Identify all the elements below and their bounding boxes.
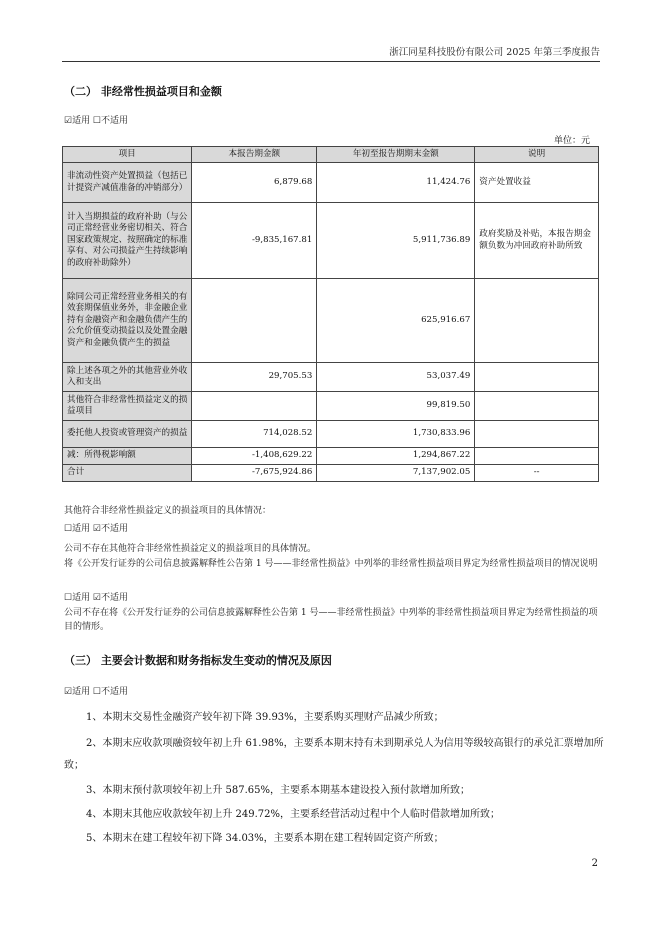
page-number: 2 [591, 858, 598, 869]
col-header-current: 本报告期金额 [192, 147, 317, 163]
row-ytd: 7,137,902.05 [317, 465, 475, 482]
row-current [192, 279, 317, 363]
row-ytd: 625,916.67 [317, 279, 475, 363]
row-item: 计入当期损益的政府补助（与公司正常经营业务密切相关、符合国家政策规定、按照确定的标准享有、对公司损益产生持续影响的政府补助除外） [63, 203, 192, 279]
header-divider [62, 61, 600, 62]
row-ytd: 5,911,736.89 [317, 203, 475, 279]
row-current: -7,675,924.86 [192, 465, 317, 482]
table-row [63, 448, 599, 465]
announcement-text: 公司不存在将《公开发行证券的公司信息披露解释性公告第 1 号——非经常性损益》中列举的非经常性损益项目界定为经常性损益的项目的情形。 [64, 608, 598, 632]
announcement-applicable: ☐适用 ☑不适用 [64, 593, 128, 603]
table-total-row [63, 465, 599, 482]
col-header-note: 说明 [475, 147, 599, 163]
change-item-3: 3、本期末预付款项较年初上升 587.65%，主要系本期基本建设投入预付款增加所致； [86, 785, 471, 796]
row-item: 非流动性资产处置损益（包括已计提资产减值准备的冲销部分） [63, 163, 192, 203]
row-item: 除上述各项之外的其他营业外收入和支出 [63, 363, 192, 392]
announcement-label: 将《公开发行证券的公司信息披露解释性公告第 1 号——非经常性损益》中列举的非经常性损益项目界定为经常性损益项目的情况说明 [64, 559, 598, 569]
table-header-row [63, 147, 599, 163]
col-header-item: 项目 [63, 147, 192, 163]
row-note [475, 279, 599, 363]
row-ytd: 99,819.50 [317, 392, 475, 421]
row-note [475, 421, 599, 448]
row-note: 政府奖励及补贴，本报告期金额负数为冲回政府补助所致 [475, 203, 599, 279]
other-definition-label: 其他符合非经常性损益定义的损益项目的具体情况： [64, 506, 272, 516]
row-current [192, 392, 317, 421]
row-item: 委托他人投资或管理资产的损益 [63, 421, 192, 448]
table-row [63, 279, 599, 363]
table-row [63, 203, 599, 279]
table-row [63, 392, 599, 421]
other-text: 公司不存在其他符合非经常性损益定义的损益项目的具体情况。 [64, 544, 317, 554]
row-item: 合计 [63, 465, 192, 482]
row-ytd: 1,294,867.22 [317, 448, 475, 465]
section-2-applicable: ☑适用 ☐不适用 [64, 116, 128, 126]
section-3-applicable: ☑适用 ☐不适用 [64, 687, 128, 697]
table-row [63, 421, 599, 448]
row-item: 减：所得税影响额 [63, 448, 192, 465]
row-current: 6,879.68 [192, 163, 317, 203]
report-header: 浙江同星科技股份有限公司 2025 年第三季度报告 [389, 47, 600, 58]
non-recurring-table [62, 146, 599, 482]
row-ytd: 1,730,833.96 [317, 421, 475, 448]
row-note [475, 363, 599, 392]
row-current: -1,408,629.22 [192, 448, 317, 465]
change-item-5: 5、本期末在建工程较年初下降 34.03%，主要系本期在建工程转固定资产所致； [86, 833, 444, 844]
row-item: 除同公司正常经营业务相关的有效套期保值业务外，非金融企业持有金融资产和金融负债产生的公允价值变动损益以及处置金融资产和金融负债产生的损益 [63, 279, 192, 363]
section-2-heading: （二） 非经常性损益项目和金额 [64, 85, 222, 98]
row-ytd: 53,037.49 [317, 363, 475, 392]
change-item-4: 4、本期末其他应收款较年初上升 249.72%，主要系经营活动过程中个人临时借款增加所致； [86, 809, 501, 820]
row-note: -- [475, 465, 599, 482]
row-ytd: 11,424.76 [317, 163, 475, 203]
row-item: 其他符合非经常性损益定义的损益项目 [63, 392, 192, 421]
row-note [475, 392, 599, 421]
col-header-ytd: 年初至报告期期末金额 [317, 147, 475, 163]
row-note: 资产处置收益 [475, 163, 599, 203]
table-row [63, 363, 599, 392]
table-row [63, 163, 599, 203]
row-current: -9,835,167.81 [192, 203, 317, 279]
other-applicable: ☐适用 ☑不适用 [64, 524, 128, 534]
change-item-2: 2、本期末应收款项融资较年初上升 61.98%，主要系本期末持有未到期承兑人为信用等级较高银行的承兑汇票增加所致； [64, 738, 604, 771]
unit-label: 单位：元 [553, 136, 590, 146]
change-item-1: 1、本期末交易性金融资产较年初下降 39.93%，主要系购买理财产品减少所致； [86, 712, 444, 723]
row-note [475, 448, 599, 465]
row-current: 29,705.53 [192, 363, 317, 392]
section-3-heading: （三） 主要会计数据和财务指标发生变动的情况及原因 [64, 654, 332, 667]
row-current: 714,028.52 [192, 421, 317, 448]
